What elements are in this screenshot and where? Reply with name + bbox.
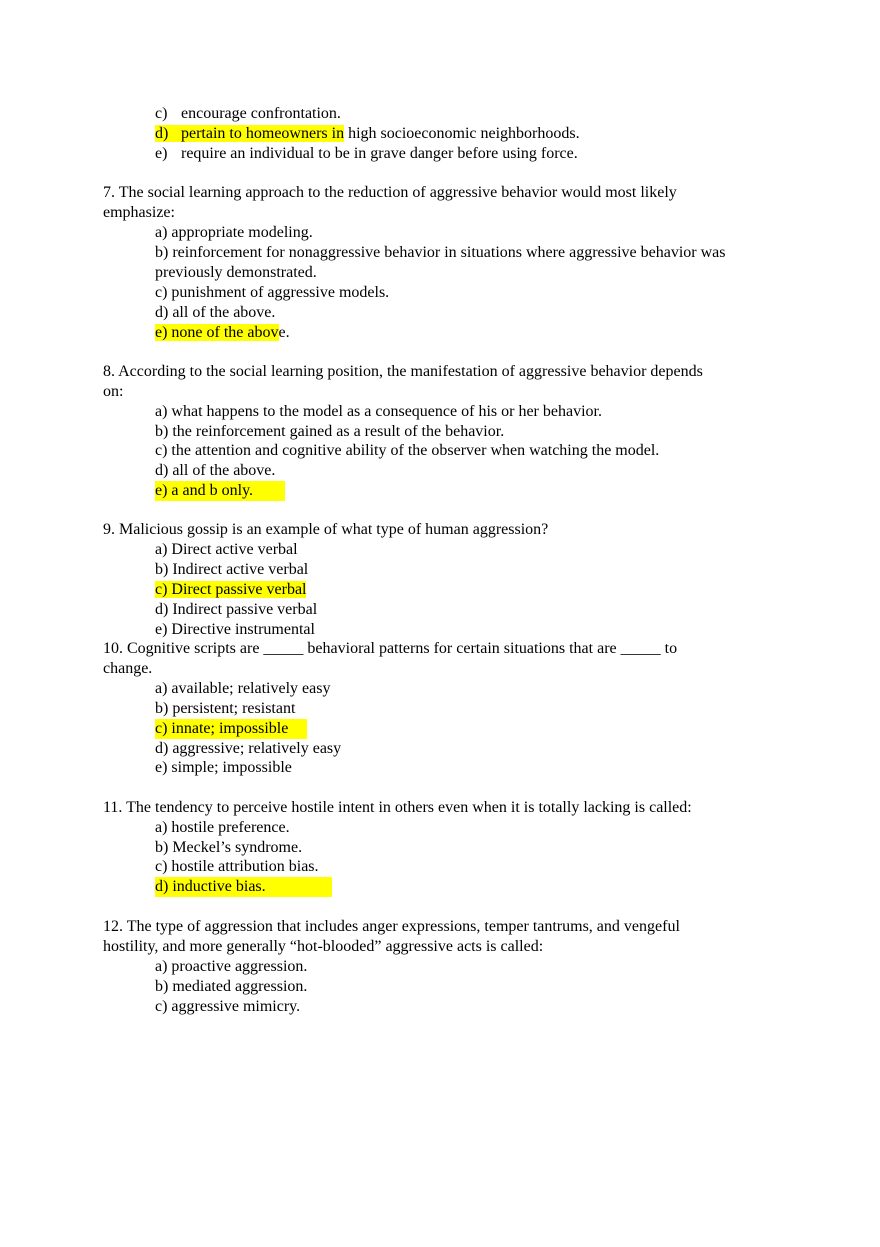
- q12-stem-line-2: hostility, and more generally “hot-blooded” aggressive acts is called:: [103, 938, 544, 955]
- q6-option-e: [155, 144, 578, 164]
- q7-stem-line-2: emphasize:: [103, 204, 175, 221]
- q10-stem-line-2: change.: [103, 660, 153, 677]
- q9-option-a: a) Direct active verbal: [155, 541, 298, 558]
- q7-option-b-line-2: previously demonstrated.: [155, 264, 317, 281]
- q10-option-c-highlighted-text: c) innate; impossible: [155, 719, 307, 739]
- q8-stem-line-1: 8. According to the social learning position, the manifestation of aggressive behavior depends: [103, 363, 703, 380]
- q6-option-d-label: d): [155, 125, 169, 142]
- q10-option-d: d) aggressive; relatively easy: [155, 740, 342, 757]
- q6-option-c-text: encourage confrontation.: [181, 105, 341, 122]
- q11-stem-line-1: 11. The tendency to perceive hostile intent in others even when it is totally lacking is called:: [103, 799, 692, 816]
- q10-option-a: a) available; relatively easy: [155, 680, 331, 697]
- q11-option-c: c) hostile attribution bias.: [155, 858, 319, 875]
- q6-option-c: [155, 104, 341, 124]
- q10-option-b: b) persistent; resistant: [155, 700, 296, 717]
- q7-option-d: d) all of the above.: [155, 304, 276, 321]
- q7-stem-line-1: 7. The social learning approach to the reduction of aggressive behavior would most likely: [103, 184, 677, 201]
- q12-option-b: b) mediated aggression.: [155, 978, 308, 995]
- q9-stem-line-1: 9. Malicious gossip is an example of what type of human aggression?: [103, 521, 549, 538]
- q7-option-b-line-1: b) reinforcement for nonaggressive behavior in situations where aggressive behavior was: [155, 244, 726, 261]
- q12-option-c: c) aggressive mimicry.: [155, 998, 301, 1015]
- q9-option-c-highlighted-text: c) Direct passive verbal: [155, 581, 307, 598]
- q11-option-a: a) hostile preference.: [155, 819, 290, 836]
- q8-option-b: b) the reinforcement gained as a result of the behavior.: [155, 423, 505, 440]
- q6-option-e-text: require an individual to be in grave danger before using force.: [181, 145, 578, 162]
- q9-option-b: b) Indirect active verbal: [155, 561, 309, 578]
- q12-option-a: a) proactive aggression.: [155, 958, 308, 975]
- q6-option-d: [155, 124, 580, 144]
- q6-option-d-highlighted-text: pertain to homeowners in: [181, 125, 345, 142]
- q11-option-b: b) Meckel’s syndrome.: [155, 839, 303, 856]
- q7-option-e: [155, 323, 290, 343]
- q6-option-e-label: e): [155, 145, 168, 162]
- q8-option-a: a) what happens to the model as a consequence of his or her behavior.: [155, 403, 602, 420]
- q8-option-c: c) the attention and cognitive ability of the observer when watching the model.: [155, 442, 660, 459]
- q6-option-c-label: c): [155, 105, 168, 122]
- q12-stem-line-1: 12. The type of aggression that includes anger expressions, temper tantrums, and vengeful: [103, 918, 680, 935]
- q9-option-d: d) Indirect passive verbal: [155, 601, 318, 618]
- q10-option-c: [155, 719, 307, 739]
- q9-option-c: [155, 580, 306, 600]
- q11-option-d: [155, 877, 332, 897]
- q8-option-e: [155, 481, 285, 501]
- q7-option-e-highlighted-text: e) none of the abov: [155, 324, 279, 341]
- q7-option-a: a) appropriate modeling.: [155, 224, 313, 241]
- q11-option-d-highlighted-text: d) inductive bias.: [155, 877, 332, 897]
- q8-option-d: d) all of the above.: [155, 462, 276, 479]
- q10-stem-line-1: 10. Cognitive scripts are _____ behavioral patterns for certain situations that are _____ to: [103, 640, 678, 657]
- q6-option-d-text: high socioeconomic neighborhoods.: [344, 125, 580, 142]
- q7-option-e-text: e.: [278, 324, 290, 341]
- q7-option-c: c) punishment of aggressive models.: [155, 284, 390, 301]
- q8-stem-line-2: on:: [103, 383, 124, 400]
- q8-option-e-highlighted-text: e) a and b only.: [155, 481, 285, 501]
- q9-option-e: e) Directive instrumental: [155, 621, 315, 638]
- q10-option-e: e) simple; impossible: [155, 759, 292, 776]
